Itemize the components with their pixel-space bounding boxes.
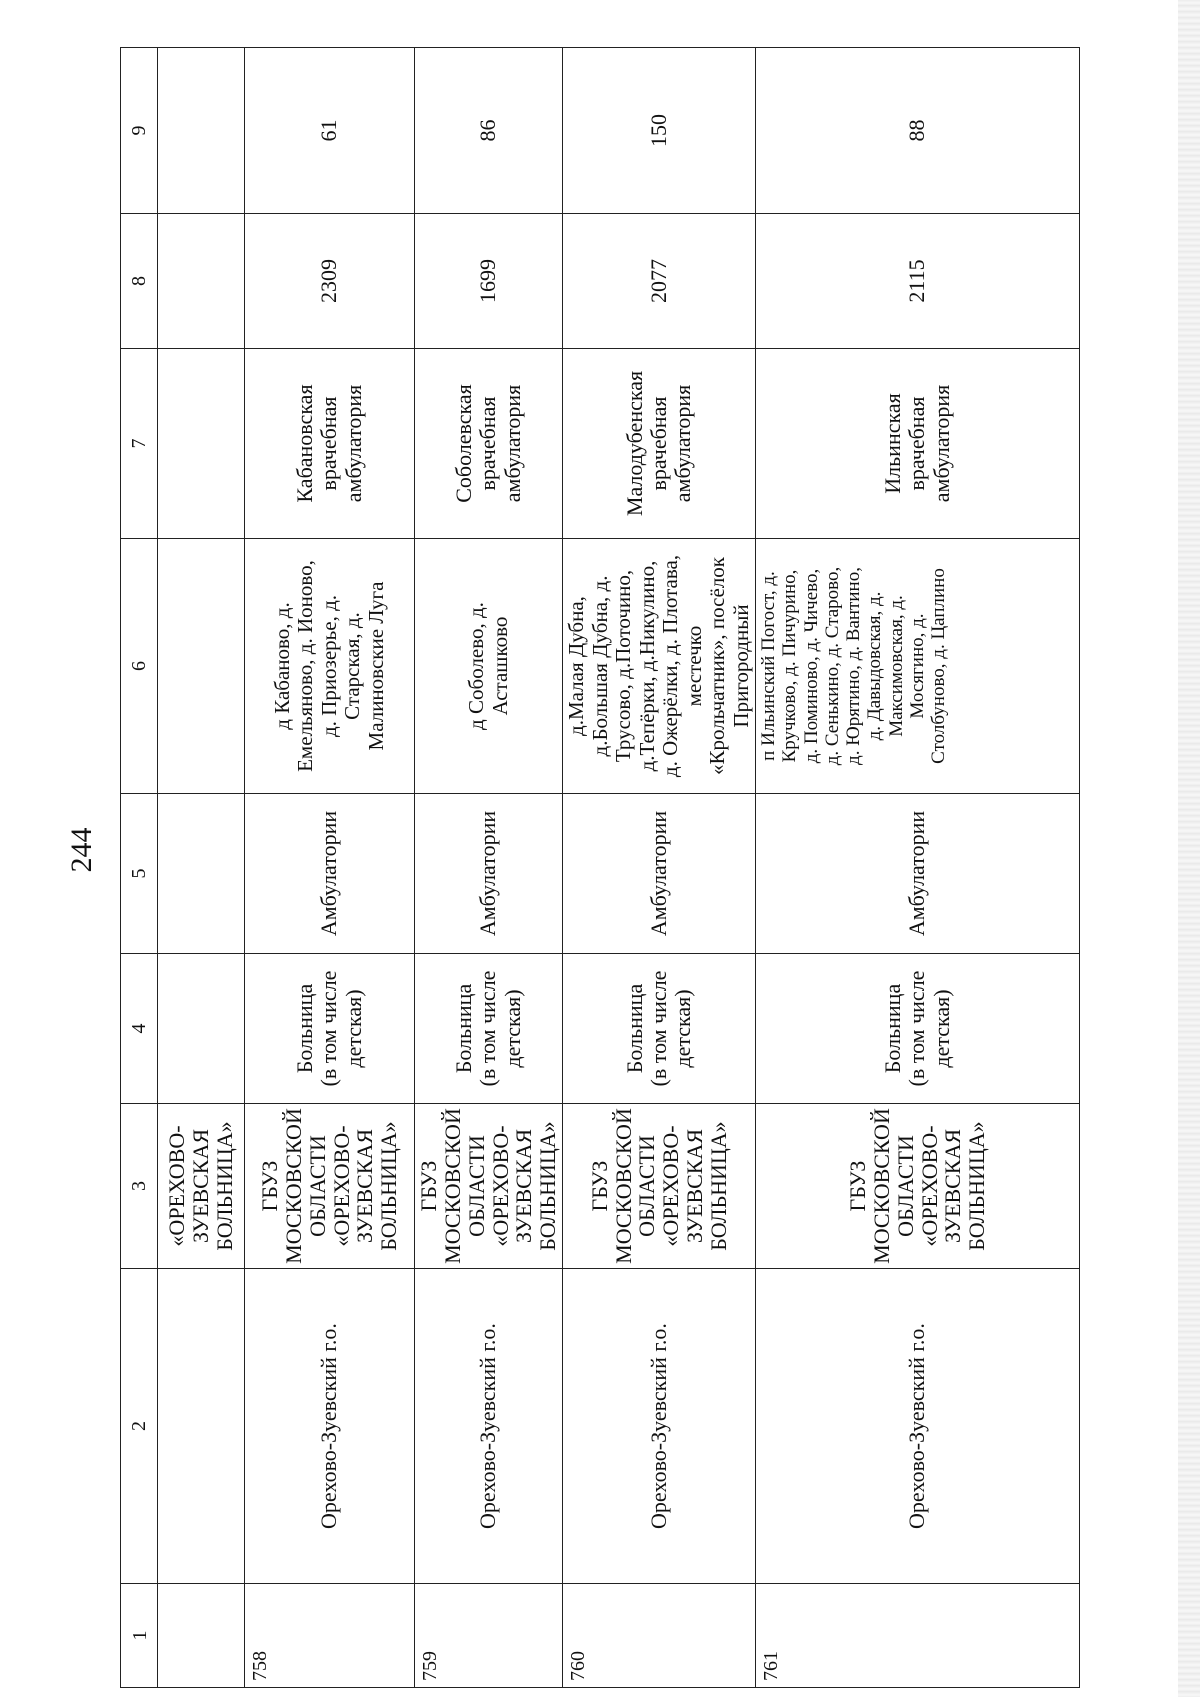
organization-cell: ГБУЗ МОСКОВСКОЙ ОБЛАСТИ «ОРЕХОВО- ЗУЕВСКАЯ БОЛЬНИЦА» [415, 1104, 563, 1269]
population-cell: 2077 [563, 214, 756, 349]
district-cell: Орехово-Зуевский г.о. [415, 1269, 563, 1584]
column-9-cell: 61 [245, 48, 415, 214]
district-cell: Орехово-Зуевский г.о. [756, 1269, 1080, 1584]
institution-type-cell: Больница (в том числе детская) [563, 954, 756, 1104]
rotated-table-container [120, 48, 1080, 1688]
table-header-row [121, 48, 158, 1688]
organization-cell: ГБУЗ МОСКОВСКОЙ ОБЛАСТИ «ОРЕХОВО- ЗУЕВСКАЯ БОЛЬНИЦА» [756, 1104, 1080, 1269]
subdivision-type-cell: Амбулатории [415, 794, 563, 954]
subdivision-type-cell: Амбулатории [563, 794, 756, 954]
row-number: 760 [563, 1584, 756, 1688]
settlements-cell: д Кабаново, д. Емельяново, д. Ионово, д. Приозерье, д. Старская, д. Малиновские Луга [245, 539, 415, 794]
header-cell-4: 4 [121, 954, 158, 1104]
continuation-cell-6 [158, 539, 245, 794]
table-row [563, 48, 756, 1688]
table-row [415, 48, 563, 1688]
continuation-cell-9 [158, 48, 245, 214]
population-cell: 2115 [756, 214, 1080, 349]
population-cell: 1699 [415, 214, 563, 349]
continuation-cell-8 [158, 214, 245, 349]
row-number: 761 [756, 1584, 1080, 1688]
header-cell-8: 8 [121, 214, 158, 349]
settlements-cell: д Соболево, д. Асташково [415, 539, 563, 794]
organization-cell: ГБУЗ МОСКОВСКОЙ ОБЛАСТИ «ОРЕХОВО- ЗУЕВСКАЯ БОЛЬНИЦА» [563, 1104, 756, 1269]
facility-name-cell: Кабановская врачебная амбулатория [245, 349, 415, 539]
facility-name-cell: Ильинская врачебная амбулатория [756, 349, 1080, 539]
settlements-cell: п Ильинский Погост, д. Кручково, д. Пичурино, д. Поминово, д. Чичево, д. Сенькино, д. Старово, д. Юрятино, д. Вантино, д. Давыдовская, д. Максимовская, д. Мосягино, д. Столбуново, д. Цаплино [756, 539, 1080, 794]
column-9-cell: 150 [563, 48, 756, 214]
institution-type-cell: Больница (в том числе детская) [245, 954, 415, 1104]
subdivision-type-cell: Амбулатории [756, 794, 1080, 954]
header-cell-3: 3 [121, 1104, 158, 1269]
district-cell: Орехово-Зуевский г.о. [563, 1269, 756, 1584]
institution-type-cell: Больница (в том числе детская) [756, 954, 1080, 1104]
continuation-cell-5 [158, 794, 245, 954]
continuation-cell-7 [158, 349, 245, 539]
subdivision-type-cell: Амбулатории [245, 794, 415, 954]
institution-type-cell: Больница (в том числе детская) [415, 954, 563, 1104]
header-cell-7: 7 [121, 349, 158, 539]
settlements-cell: д.Малая Дубна, д.Большая Дубна, д. Трусово, д.Поточино, д.Тепёрки, д.Никулино, д. Ожерёлки, д. Плотава, местечко «Крольчатник», посёлок Пригородный [563, 539, 756, 794]
continuation-cell-1 [158, 1584, 245, 1688]
continuation-org-cell: «ОРЕХОВО- ЗУЕВСКАЯ БОЛЬНИЦА» [158, 1104, 245, 1269]
facility-name-cell: Соболевская врачебная амбулатория [415, 349, 563, 539]
scan-edge-strip [1178, 0, 1200, 1697]
row-number: 759 [415, 1584, 563, 1688]
row-number: 758 [245, 1584, 415, 1688]
header-cell-9: 9 [121, 48, 158, 214]
header-cell-5: 5 [121, 794, 158, 954]
table-row [756, 48, 1080, 1688]
header-cell-6: 6 [121, 539, 158, 794]
header-cell-2: 2 [121, 1269, 158, 1584]
continuation-cell-2 [158, 1269, 245, 1584]
organization-cell: ГБУЗ МОСКОВСКОЙ ОБЛАСТИ «ОРЕХОВО- ЗУЕВСКАЯ БОЛЬНИЦА» [245, 1104, 415, 1269]
continuation-row [158, 48, 245, 1688]
page-number: 244 [65, 827, 98, 873]
population-cell: 2309 [245, 214, 415, 349]
table-row [245, 48, 415, 1688]
column-9-cell: 86 [415, 48, 563, 214]
continuation-cell-4 [158, 954, 245, 1104]
facility-name-cell: Малодубенская врачебная амбулатория [563, 349, 756, 539]
facilities-table [120, 47, 1080, 1688]
district-cell: Орехово-Зуевский г.о. [245, 1269, 415, 1584]
column-9-cell: 88 [756, 48, 1080, 214]
header-cell-1: 1 [121, 1584, 158, 1688]
